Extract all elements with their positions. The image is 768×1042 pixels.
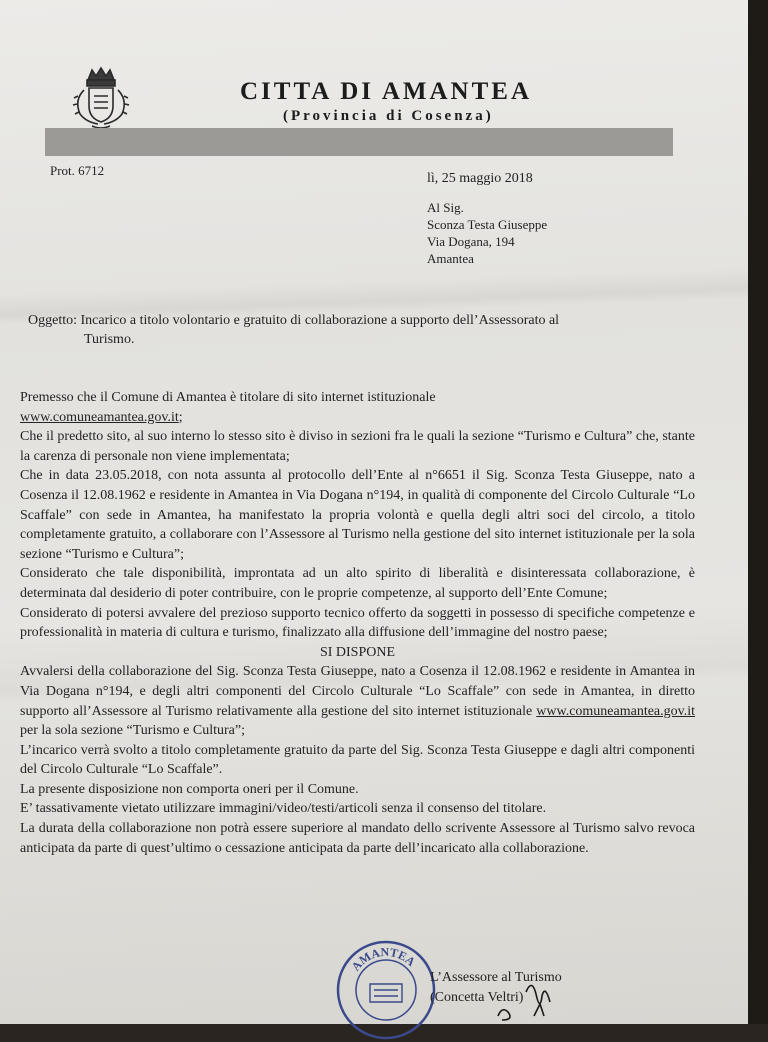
- city-title: CITTA DI AMANTEA: [240, 78, 533, 105]
- dispone-heading: SI DISPONE: [319, 644, 396, 660]
- premise-paragraph: Che il predetto sito, al suo interno lo stesso sito è diviso in sezioni fra le quali la sezione “Turismo e Cultura” che, stante la carenza di personale non viene implementata;: [20, 429, 695, 464]
- premise-paragraph: Premesso che il Comune di Amantea è titolare di sito internet istituzionale www.comuneamantea.gov.it;: [20, 390, 436, 425]
- disposition-paragraph: Avvalersi della collaborazione del Sig. Sconza Testa Giuseppe, nato a Cosenza il 12.08.1962 e residente in Amantea in Via Dogana n°194, e degli altri componenti del Circolo Culturale “Lo Scaffale” con sede in Amantea, in diretto supporto all’Assessore al Turismo relativamente alla gestione del sito internet istituzionale www.comuneamantea.gov.it per la sola sezione “Turismo e Cultura”;: [20, 664, 696, 739]
- signatory-role: L’Assessore al Turismo: [430, 970, 562, 985]
- premise-paragraph: Considerato di potersi avvalere del prezioso supporto tecnico offerto da soggetti in possesso di specifiche competenze e professionalità in materia di cultura e turismo, finalizzato alla diffusione dell’immagine del nostro paese;: [20, 605, 695, 641]
- website-link[interactable]: www.comuneamantea.gov.it: [536, 703, 696, 719]
- stamp-text: AMANTEA: [348, 944, 419, 974]
- disposition-paragraph: L’incarico verrà svolto a titolo completamente gratuito da parte del Sig. Sconza Testa Giuseppe e dagli altri componenti del Circolo Culturale “Lo Scaffale”.: [20, 742, 695, 778]
- recipient-city: Amantea: [427, 251, 474, 266]
- premise-paragraph: Considerato che tale disponibilità, improntata ad un alto spirito di liberalità e disinteressata collaborazione, è determinata dal desiderio di poter contribuire, con le proprie competenze, al supporto dell’Ente Comune;: [20, 566, 695, 601]
- protocol-number: Prot. 6712: [50, 163, 105, 178]
- header-divider-bar: [45, 128, 673, 156]
- subject-continuation: Turismo.: [84, 332, 135, 347]
- recipient-name: Sconza Testa Giuseppe: [427, 217, 548, 232]
- recipient-block: [427, 199, 547, 267]
- signatory-name: (Concetta Veltri): [430, 990, 524, 1005]
- handwritten-signature-icon: [438, 972, 578, 1024]
- website-link[interactable]: www.comuneamantea.gov.it: [20, 409, 179, 425]
- disposition-paragraph: La durata della collaborazione non potrà essere superiore al mandato dello scrivente Assessore al Turismo salvo revoca anticipata da parte di quest’ultimo o cessazione anticipata da parte dell’incaricato alla collaborazione.: [20, 821, 695, 856]
- premises-section: [20, 388, 695, 858]
- disposition-paragraph: La presente disposizione non comporta oneri per il Comune.: [20, 781, 359, 797]
- subject-line: Oggetto: Incarico a titolo volontario e gratuito di collaborazione a supporto dell’Assessorato al: [28, 313, 560, 328]
- recipient-salutation: Al Sig.: [427, 200, 464, 215]
- background-edge: [748, 0, 768, 1024]
- recipient-street: Via Dogana, 194: [427, 234, 515, 249]
- letter-date: lì, 25 maggio 2018: [427, 171, 533, 186]
- disposition-paragraph: E’ tassativamente vietato utilizzare immagini/video/testi/articoli senza il consenso del titolare.: [20, 801, 547, 817]
- coat-of-arms-icon: [70, 66, 132, 130]
- subject-block: [28, 311, 559, 349]
- province-subtitle: (Provincia di Cosenza): [283, 108, 494, 124]
- premise-paragraph: Che in data 23.05.2018, con nota assunta al protocollo dell’Ente al n°6651 il Sig. Sconza Testa Giuseppe, nato a Cosenza il 12.08.1962 e residente in Amantea in Via Dogana n°194, in qualità di componente del Circolo Culturale “Lo Scaffale” con sede in Amantea, ha manifestato la propria volontà e quella degli altri soci del circolo, a titolo completamente gratuito, a collaborare con l’Assessore al Turismo nella gestione del sito internet istituzionale per la sola sezione “Turismo e Cultura”;: [20, 468, 695, 562]
- municipal-stamp-icon: [334, 938, 438, 1042]
